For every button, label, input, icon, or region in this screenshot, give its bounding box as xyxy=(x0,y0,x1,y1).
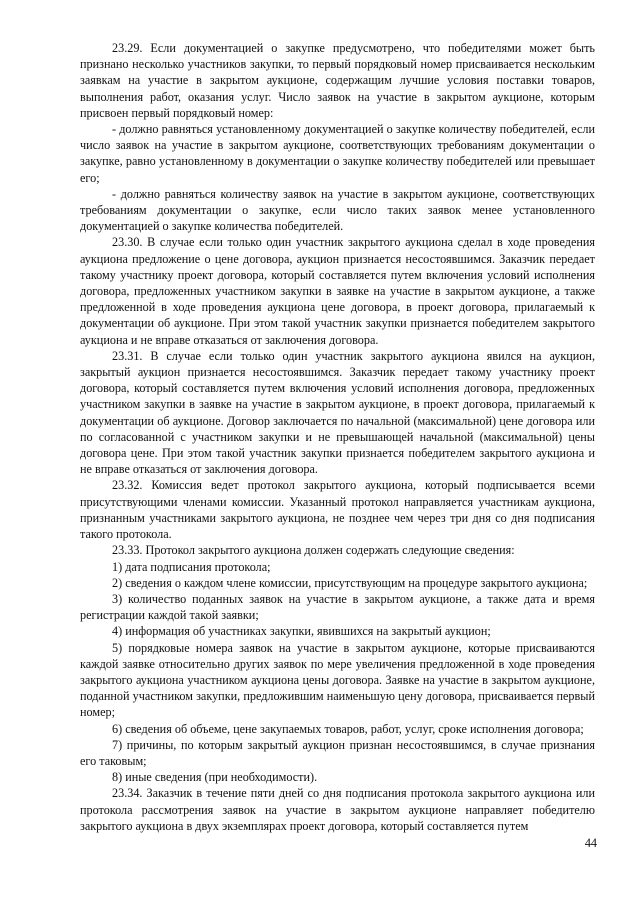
paragraph-23-29: 23.29. Если документацией о закупке предусмотрено, что победителями может быть признано несколько участников закупки, то первый порядковый номер присваивается нескольким заявкам на участие в закрытом аукционе, содержащим лучшие условия поставки товаров, выполнения работ, оказания услуг. Число заявок на участие в закрытом аукционе, которым присвоен первый порядковый номер: xyxy=(80,41,595,120)
paragraph-23-32: 23.32. Комиссия ведет протокол закрытого аукциона, который подписывается всеми присутствующими членами комиссии. Указанный протокол направляется участникам аукциона, признанным участниками закрытого аукциона, не позднее чем через три дня со дня подписания такого протокола. xyxy=(80,478,595,542)
paragraph-23-31: 23.31. В случае если только один участник закрытого аукциона явился на аукцион, закрытый аукцион признается несостоявшимся. Заказчик передает такому участнику проект договора, который составляется путем включения условий исполнения договора, предложенных участником закупки в заявке на участие в закрытом аукционе, в проект договора, прилагаемый к документации об аукционе. Договор заключается по начальной (максимальной) цене договора или по согласованной с участником закупки и не превышающей начальной (максимальной) цены договора цене. При этом такой участник закупки признается победителем закрытого аукциона и не вправе отказаться от заключения договора. xyxy=(80,348,595,477)
document-body xyxy=(80,40,595,834)
list-item-7: 7) причины, по которым закрытый аукцион признан несостоявшимся, в случае признания его таковым; xyxy=(80,737,595,768)
paragraph-23-34: 23.34. Заказчик в течение пяти дней со дня подписания протокола закрытого аукциона или протокола рассмотрения заявок на участие в закрытом аукционе направляет победителю закрытого аукциона в двух экземплярах проект договора, который составляется путем xyxy=(80,786,595,833)
list-item-4: 4) информация об участниках закупки, явившихся на закрытый аукцион; xyxy=(112,624,491,639)
list-item-1: 1) дата подписания протокола; xyxy=(112,559,271,574)
list-item-5: 5) порядковые номера заявок на участие в закрытом аукционе, которые присваиваются каждой заявке относительно других заявок по мере увеличения предложенной в ходе проведения закрытого аукциона участником аукциона цены договора. Заявке на участие в закрытом аукционе, поданной участником закупки, предложившим наименьшую цену договора, присваивается первый номер; xyxy=(80,640,595,720)
list-item-8: 8) иные сведения (при необходимости). xyxy=(112,770,318,785)
list-item-dash-1: - должно равняться установленному документацией о закупке количеству победителей, если число заявок на участие в закрытом аукционе, соответствующих требованиям документации о закупке, равно установленному в документации о закупке количеству победителей или превышает его; xyxy=(80,122,595,185)
list-item-2: 2) сведения о каждом члене комиссии, присутствующим на процедуре закрытого аукциона; xyxy=(112,575,588,590)
list-item-3: 3) количество поданных заявок на участие в закрытом аукционе, а также дата и время регистрации каждой такой заявки; xyxy=(80,591,595,623)
page-number: 44 xyxy=(584,836,597,850)
paragraph-23-30: 23.30. В случае если только один участник закрытого аукциона сделал в ходе проведения аукциона предложение о цене договора, аукцион признается несостоявшимся. Заказчик передает такому участнику проект договора, который составляется путем включения условий исполнения договора, предложенных участником закупки в заявке на участие в закрытом аукционе, а также предложенной в ходе проведения аукциона цене договора, в проект договора, прилагаемый к документации об аукционе. При этом такой участник закупки признается победителем закрытого аукциона и не вправе отказаться от заключения договора. xyxy=(80,235,595,347)
list-item-dash-2: - должно равняться количеству заявок на участие в закрытом аукционе, соответствующих требованиям документации о закупке, если число таких заявок менее установленного документацией о закупке количества победителей. xyxy=(80,186,595,234)
list-item-6: 6) сведения об объеме, цене закупаемых товаров, работ, услуг, сроке исполнения договора; xyxy=(112,721,584,736)
paragraph-23-33: 23.33. Протокол закрытого аукциона должен содержать следующие сведения: xyxy=(112,543,515,558)
